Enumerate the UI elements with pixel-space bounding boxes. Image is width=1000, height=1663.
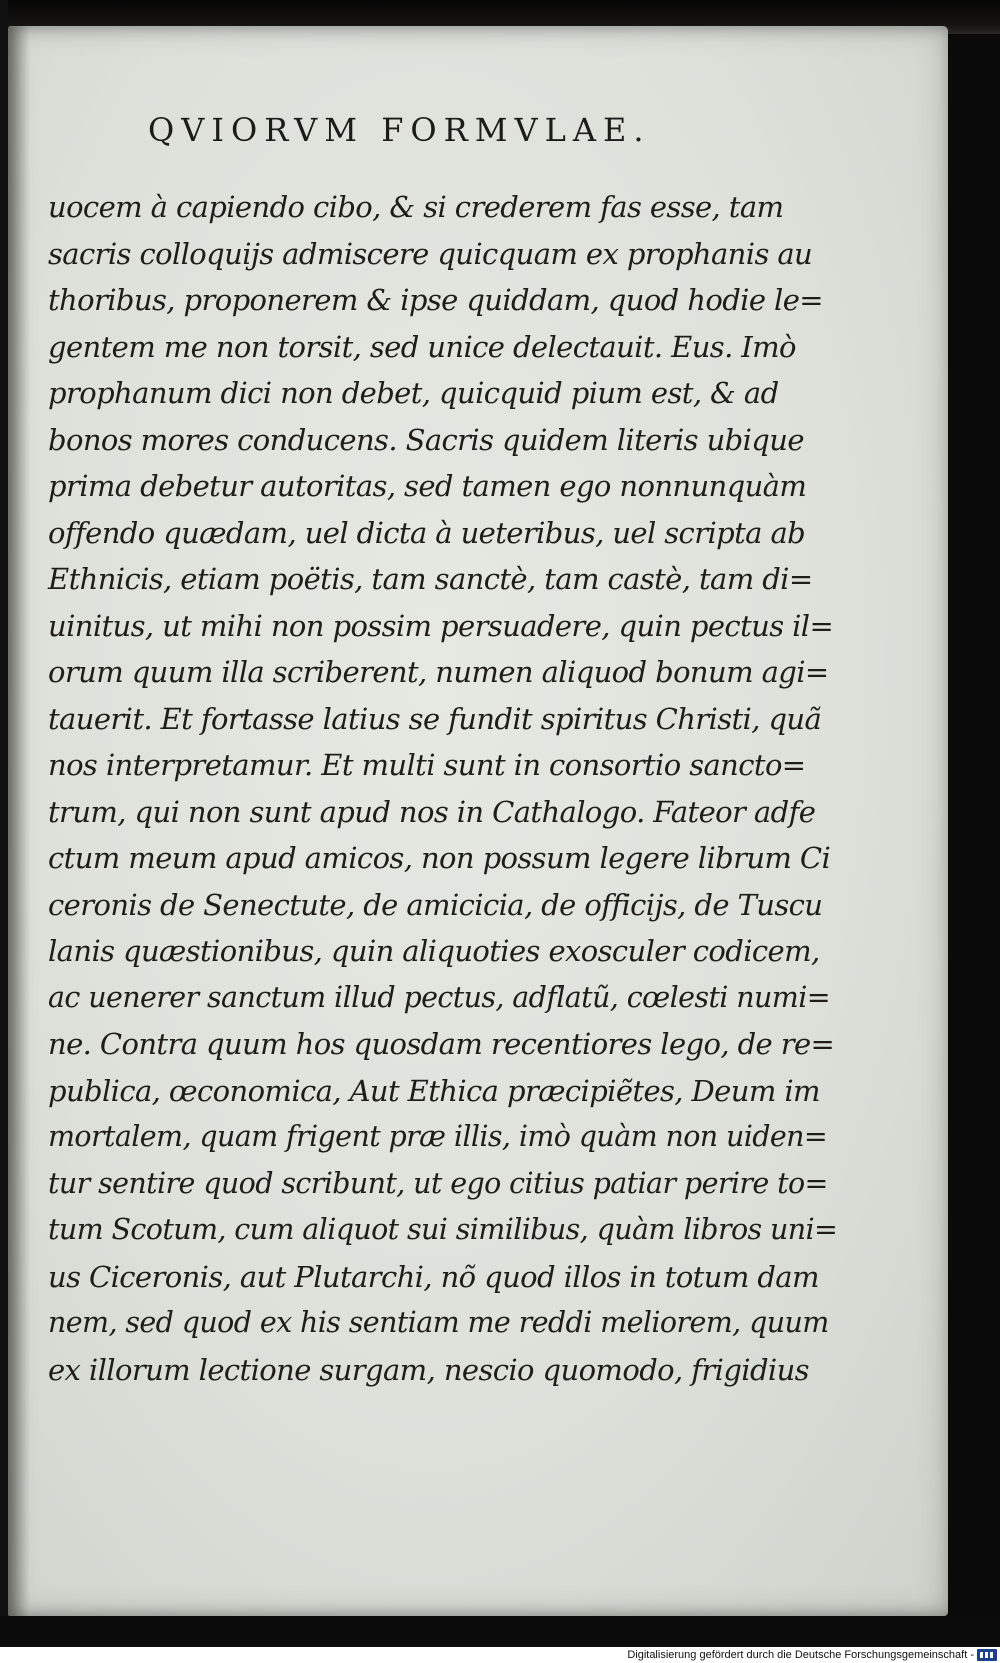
text-line: ne. Contra quum hos quosdam recentiores lego, de re=	[48, 1027, 835, 1061]
text-line: ac uenerer sanctum illud pectus, adflatũ, cœlesti numi=	[48, 980, 831, 1014]
text-line: prophanum dici non debet, quicquid pium est, & ad	[48, 376, 779, 410]
text-line: thoribus, proponerem & ipse quiddam, quod hodie le=	[48, 283, 823, 317]
text-line: tur sentire quod scribunt, ut ego citius patiar perire to=	[48, 1166, 828, 1200]
text-line: ceronis de Senectute, de amicicia, de officijs, de Tuscu	[48, 887, 823, 922]
text-line: bonos mores conducens. Sacris quidem literis ubique	[48, 422, 804, 457]
book-page	[8, 26, 948, 1616]
dfg-logo-icon	[977, 1649, 997, 1661]
spine-shadow	[8, 26, 30, 1616]
text-line: tum Scotum, cum aliquot sui similibus, quàm libros uni=	[48, 1213, 838, 1246]
text-line: nos interpretamur. Et multi sunt in consortio sancto=	[48, 748, 806, 782]
book-left-edge	[0, 0, 8, 1663]
text-line: publica, œconomica, Aut Ethica præcipiẽtes, Deum im	[48, 1073, 820, 1108]
text-line: nem, sed quod ex his sentiam me reddi meliorem, quum	[48, 1306, 829, 1339]
footer-bar	[0, 1647, 1000, 1663]
text-line: mortalem, quam frigent præ illis, imò quàm non uiden=	[48, 1120, 828, 1153]
text-line: ctum meum apud amicos, non possum legere librum Ci	[48, 841, 831, 875]
dfg-credit: Digitalisierung gefördert durch die Deutsche Forschungsgemeinschaft -	[627, 1649, 974, 1661]
text-line: uocem à capiendo cibo, & si crederem fas esse, tam	[48, 190, 784, 224]
body-text	[48, 184, 838, 1393]
running-head: QVIORVM FORMVLAE.	[148, 111, 651, 149]
text-line: offendo quædam, uel dicta à ueteribus, uel scripta ab	[48, 515, 806, 550]
text-line: tauerit. Et fortasse latius se fundit spiritus Christi, quã	[48, 701, 822, 736]
book-bottom-edge	[0, 1616, 1000, 1647]
text-line: ex illorum lectione surgam, nescio quomodo, frigidius	[48, 1352, 809, 1387]
text-line: us Ciceronis, aut Plutarchi, nõ quod illos in totum dam	[48, 1259, 819, 1294]
text-line: sacris colloquijs admiscere quicquam ex prophanis au	[48, 236, 813, 271]
text-line: trum, qui non sunt apud nos in Cathalogo. Fateor adfe	[48, 794, 816, 829]
text-line: lanis quæstionibus, quin aliquoties exosculer codicem,	[48, 934, 820, 968]
text-line: gentem me non torsit, sed unice delectauit. Eus. Imò	[48, 329, 796, 364]
text-line: prima debetur autoritas, sed tamen ego nonnunquàm	[48, 469, 807, 503]
text-line: uinitus, ut mihi non possim persuadere, quin pectus il=	[48, 608, 834, 643]
text-line: Ethnicis, etiam poëtis, tam sanctè, tam castè, tam di=	[48, 562, 813, 596]
text-line: orum quum illa scriberent, numen aliquod bonum agi=	[48, 655, 829, 689]
